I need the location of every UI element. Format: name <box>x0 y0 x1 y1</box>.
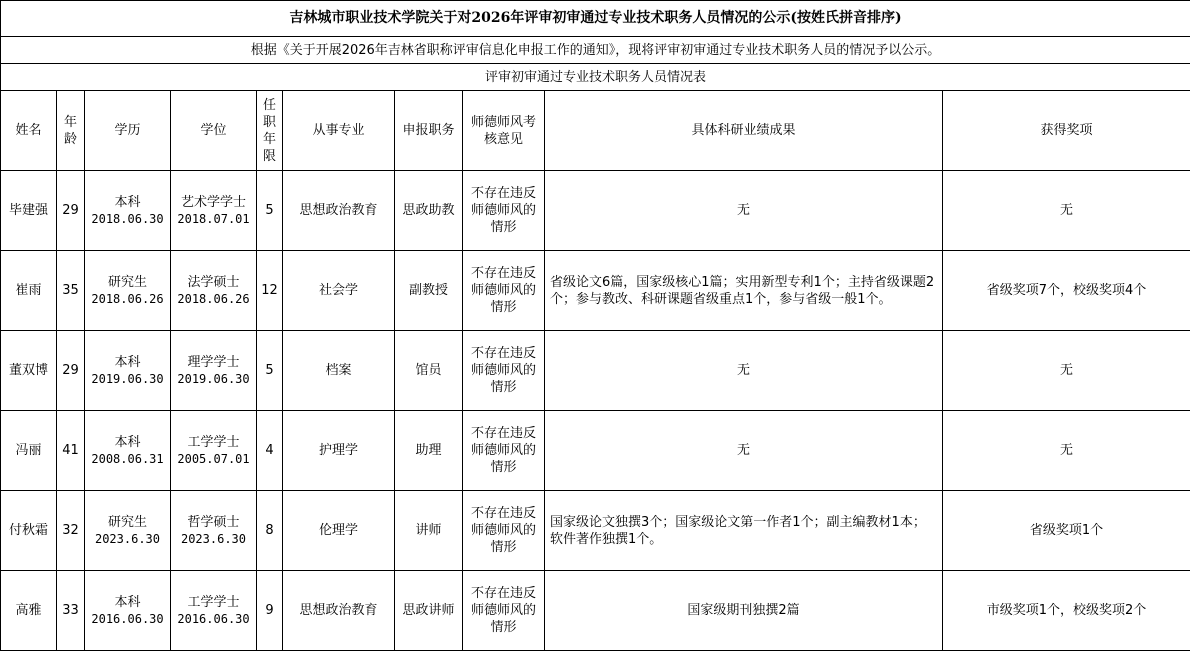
cell-age <box>57 571 85 651</box>
column-header: 获得奖项 <box>943 91 1190 171</box>
cell-awards-text: 无 <box>1060 443 1074 458</box>
cell-name <box>1 571 57 651</box>
cell-education-text: 2016.06.30 <box>91 611 164 626</box>
cell-years-text: 12 <box>261 283 278 298</box>
cell-education-text: 本科 <box>114 594 141 610</box>
cell-age-text: 32 <box>62 523 79 538</box>
column-header: 从事专业 <box>283 91 395 171</box>
cell-name <box>1 411 57 491</box>
cell-years <box>257 251 283 331</box>
cell-education-text: 研究生 <box>107 514 147 530</box>
cell-years-text: 8 <box>265 523 274 538</box>
cell-research-text: 无 <box>736 363 750 378</box>
cell-name-text: 董双博 <box>8 363 48 378</box>
cell-degree-text: 工学学士 <box>187 594 240 610</box>
cell-awards <box>943 331 1190 411</box>
cell-name <box>1 171 57 251</box>
cell-awards <box>943 171 1190 251</box>
cell-position-text: 思政助教 <box>402 203 455 218</box>
cell-awards-text: 无 <box>1060 203 1074 218</box>
cell-years <box>257 491 283 571</box>
cell-ethics-text: 不存在违反师德师风的情形 <box>470 586 536 635</box>
cell-name <box>1 331 57 411</box>
cell-major-text: 伦理学 <box>318 523 358 538</box>
cell-years <box>257 331 283 411</box>
cell-name-text: 付秋霜 <box>8 523 48 538</box>
cell-age <box>57 171 85 251</box>
cell-years-text: 4 <box>265 443 274 458</box>
cell-major-text: 思想政治教育 <box>299 603 378 618</box>
cell-age <box>57 331 85 411</box>
cell-research <box>545 251 943 331</box>
cell-major <box>283 251 395 331</box>
cell-degree-text: 艺术学学士 <box>180 194 246 210</box>
cell-research <box>545 491 943 571</box>
cell-age-text: 29 <box>62 203 79 218</box>
cell-age <box>57 491 85 571</box>
cell-degree-text: 2023.6.30 <box>180 531 247 546</box>
cell-name <box>1 491 57 571</box>
cell-ethics <box>463 571 545 651</box>
cell-name-text: 冯丽 <box>15 443 42 458</box>
cell-degree-text: 2018.06.26 <box>177 291 250 306</box>
cell-research <box>545 331 943 411</box>
cell-position-text: 副教授 <box>408 283 448 298</box>
cell-research-text: 国家级期刊独撰2篇 <box>687 603 800 618</box>
cell-degree <box>171 571 257 651</box>
table-row <box>1 331 1190 411</box>
cell-awards-text: 无 <box>1060 363 1074 378</box>
table-subtitle: 评审初审通过专业技术职务人员情况表 <box>1 64 1190 91</box>
cell-education-text: 2018.06.26 <box>91 291 164 306</box>
cell-education-text: 2019.06.30 <box>91 371 164 386</box>
table-row <box>1 491 1190 571</box>
cell-awards <box>943 411 1190 491</box>
cell-position <box>395 251 463 331</box>
cell-years-text: 5 <box>265 203 274 218</box>
cell-position <box>395 491 463 571</box>
cell-ethics-text: 不存在违反师德师风的情形 <box>470 426 536 475</box>
column-header: 申报职务 <box>395 91 463 171</box>
cell-position-text: 思政讲师 <box>402 603 455 618</box>
cell-degree-text: 理学学士 <box>187 354 240 370</box>
cell-years <box>257 571 283 651</box>
cell-name <box>1 251 57 331</box>
cell-position <box>395 411 463 491</box>
cell-research-text: 国家级论文独撰3个；国家级论文第一作者1个；副主编教材1本；软件著作独撰1个。 <box>550 514 926 547</box>
column-header: 年龄 <box>57 91 85 171</box>
cell-position-text: 助理 <box>415 443 442 458</box>
table-row <box>1 411 1190 491</box>
cell-position-text: 讲师 <box>415 523 442 538</box>
cell-degree <box>171 331 257 411</box>
cell-degree-text: 2018.07.01 <box>177 211 250 226</box>
cell-years <box>257 411 283 491</box>
cell-research-text: 省级论文6篇，国家级核心1篇；实用新型专利1个；主持省级课题2个；参与教改、科研课题省级重点1个，参与省级一般1个。 <box>550 274 935 307</box>
cell-ethics-text: 不存在违反师德师风的情形 <box>470 506 536 555</box>
cell-ethics-text: 不存在违反师德师风的情形 <box>470 346 536 395</box>
cell-education <box>85 411 171 491</box>
cell-research-text: 无 <box>736 443 750 458</box>
cell-education <box>85 331 171 411</box>
cell-awards <box>943 251 1190 331</box>
table-row <box>1 171 1190 251</box>
cell-age-text: 33 <box>62 603 79 618</box>
cell-education-text: 本科 <box>114 354 141 370</box>
cell-degree-text: 哲学硕士 <box>187 514 240 530</box>
cell-education <box>85 251 171 331</box>
cell-ethics-text: 不存在违反师德师风的情形 <box>470 186 536 235</box>
cell-awards <box>943 491 1190 571</box>
cell-education-text: 2018.06.30 <box>91 211 164 226</box>
cell-degree <box>171 491 257 571</box>
cell-major-text: 社会学 <box>318 283 358 298</box>
table-row <box>1 571 1190 651</box>
cell-degree-text: 法学硕士 <box>187 274 240 290</box>
cell-name-text: 崔雨 <box>15 283 42 298</box>
cell-education-text: 本科 <box>114 434 141 450</box>
cell-education <box>85 491 171 571</box>
cell-degree <box>171 411 257 491</box>
cell-major <box>283 171 395 251</box>
cell-education-text: 2008.06.31 <box>91 451 164 466</box>
cell-ethics <box>463 411 545 491</box>
column-header: 任职年限 <box>257 91 283 171</box>
cell-education-text: 本科 <box>114 194 141 210</box>
cell-age-text: 41 <box>62 443 79 458</box>
cell-age-text: 29 <box>62 363 79 378</box>
cell-education-text: 研究生 <box>107 274 147 290</box>
cell-degree-text: 工学学士 <box>187 434 240 450</box>
table-row <box>1 251 1190 331</box>
cell-position <box>395 331 463 411</box>
column-header: 师德师风考核意见 <box>463 91 545 171</box>
cell-research-text: 无 <box>736 203 750 218</box>
column-header: 姓名 <box>1 91 57 171</box>
cell-awards-text: 省级奖项1个 <box>1029 523 1104 538</box>
cell-awards <box>943 571 1190 651</box>
cell-major <box>283 331 395 411</box>
cell-education-text: 2023.6.30 <box>94 531 161 546</box>
cell-years-text: 5 <box>265 363 274 378</box>
page-title: 吉林城市职业技术学院关于对2026年评审初审通过专业技术职务人员情况的公示(按姓氏拼音排序) <box>1 1 1190 37</box>
cell-ethics <box>463 251 545 331</box>
cell-name-text: 高雅 <box>15 603 42 618</box>
cell-education <box>85 171 171 251</box>
cell-age-text: 35 <box>62 283 79 298</box>
cell-awards-text: 省级奖项7个，校级奖项4个 <box>986 283 1147 298</box>
cell-awards-text: 市级奖项1个，校级奖项2个 <box>986 603 1147 618</box>
cell-ethics <box>463 171 545 251</box>
cell-position <box>395 171 463 251</box>
cell-ethics-text: 不存在违反师德师风的情形 <box>470 266 536 315</box>
column-header: 学历 <box>85 91 171 171</box>
cell-major <box>283 571 395 651</box>
cell-major <box>283 411 395 491</box>
cell-research <box>545 411 943 491</box>
column-header: 学位 <box>171 91 257 171</box>
notice-text: 根据《关于开展2026年吉林省职称评审信息化申报工作的通知》，现将评审初审通过专业技术职务人员的情况予以公示。 <box>1 37 1190 64</box>
cell-position <box>395 571 463 651</box>
cell-age <box>57 251 85 331</box>
cell-research <box>545 171 943 251</box>
cell-major-text: 护理学 <box>318 443 358 458</box>
cell-position-text: 馆员 <box>415 363 442 378</box>
cell-degree <box>171 171 257 251</box>
cell-age <box>57 411 85 491</box>
cell-degree-text: 2016.06.30 <box>177 611 250 626</box>
column-header: 具体科研业绩成果 <box>545 91 943 171</box>
cell-major <box>283 491 395 571</box>
cell-major-text: 思想政治教育 <box>299 203 378 218</box>
cell-major-text: 档案 <box>325 363 352 378</box>
cell-name-text: 毕建强 <box>8 203 48 218</box>
cell-degree-text: 2019.06.30 <box>177 371 250 386</box>
cell-years-text: 9 <box>265 603 274 618</box>
table-header-row <box>1 91 1190 171</box>
cell-years <box>257 171 283 251</box>
cell-education <box>85 571 171 651</box>
cell-ethics <box>463 491 545 571</box>
cell-ethics <box>463 331 545 411</box>
cell-research <box>545 571 943 651</box>
cell-degree-text: 2005.07.01 <box>177 451 250 466</box>
cell-degree <box>171 251 257 331</box>
